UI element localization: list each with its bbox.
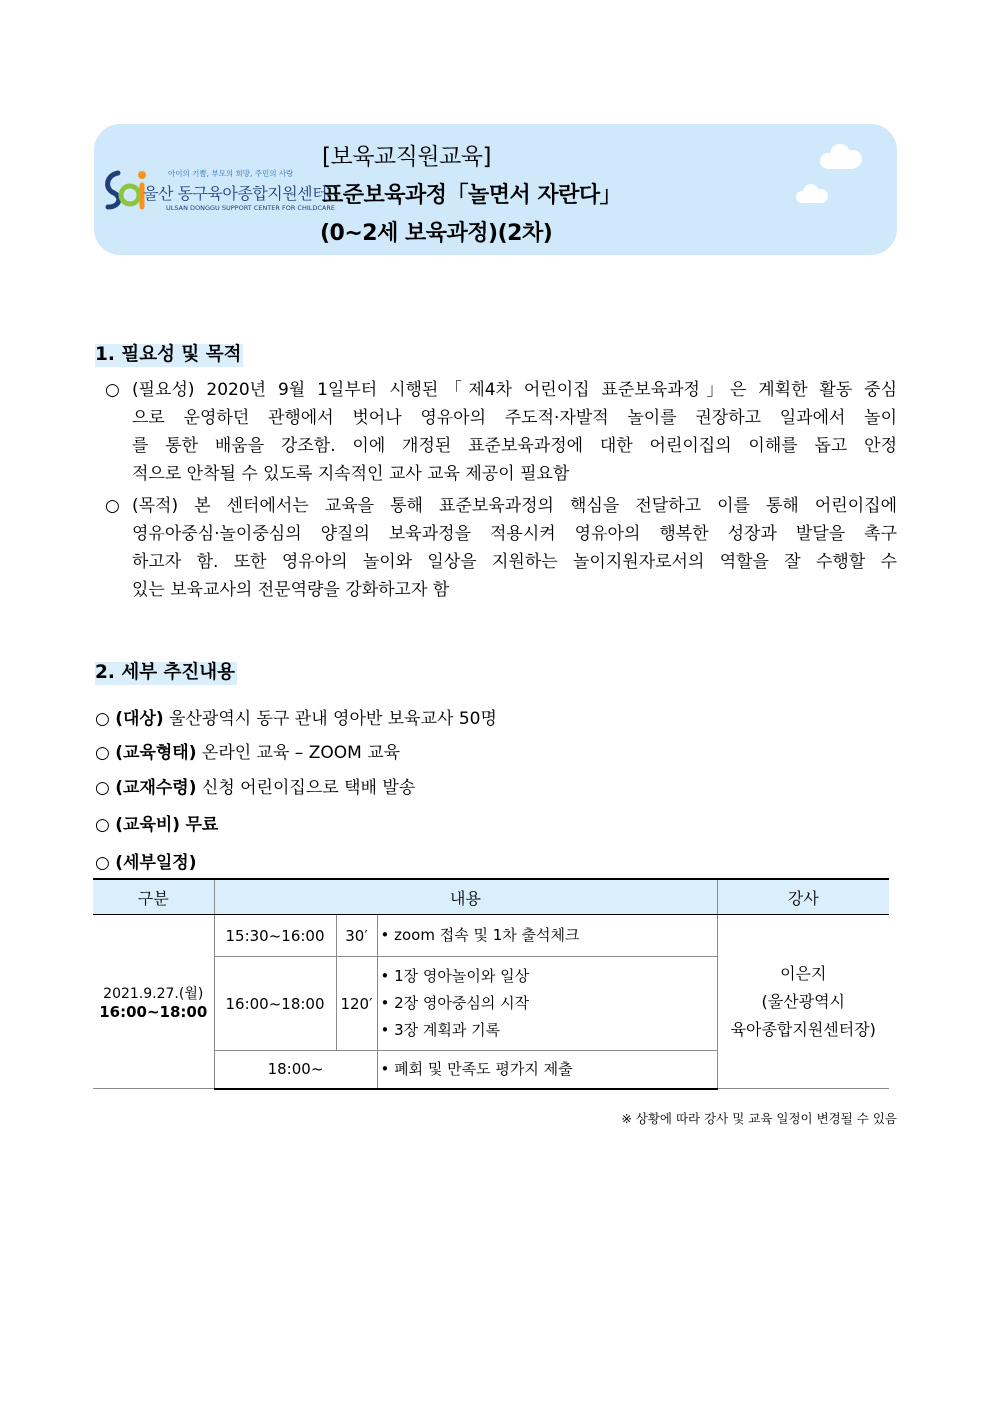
row-time: 15:30~16:00 [214, 915, 336, 957]
circle-bullet-icon: ○ [95, 853, 110, 873]
row-duration: 30′ [336, 915, 377, 957]
detail-fee: ○ (교육비) 무료 [95, 815, 219, 835]
section-2-heading: 2. 세부 추진내용 [95, 662, 236, 683]
title-category: [보육교직원교육] [322, 144, 491, 170]
row-content: • zoom 접속 및 1차 출석체크 [377, 915, 717, 957]
purpose-item-need: ○ (필요성) 2020년 9월 1일부터 시행된「제4차 어린이집 표준보육과정」은 계획한 활동 중심 으로 운영하던 관행에서 벗어나 영유아의 주도적·자발적 놀이를 권장하고 일과에서 놀이 를 통한 배움을 강조함. 이에 개정된 표준보육과정에 대한 어린이집의 이해를 돕고 안정 적으로 안착될 수 있도록 지속적인 교사 교육 제공이 필요함 [105, 376, 897, 488]
detail-schedule: ○ (세부일정) [95, 853, 197, 873]
logo-english-name: ULSAN DONGGU SUPPORT CENTER FOR CHILDCARE [166, 204, 335, 212]
row-content: • 1장 영아놀이와 일상 • 2장 영아중심의 시작 • 3장 계획과 기록 [377, 957, 717, 1051]
cloud-icon [792, 182, 832, 206]
cloud-icon [814, 142, 868, 172]
detail-target: ○ (대상) 울산광역시 동구 관내 영아반 보육교사 50명 [95, 709, 497, 729]
purpose-item-goal: ○ (목적) 본 센터에서는 교육을 통해 표준보육과정의 핵심을 전달하고 이를 통해 어린이집에 영유아중심·놀이중심의 양질의 보육과정을 적용시켜 영유아의 행복한 성장과 발달을 촉구 하고자 함. 또한 영유아의 놀이와 일상을 지원하는 놀이지원자로서의 역할을 잘 수행할 수 있는 보육교사의 전문역량을 강화하고자 함 [105, 492, 897, 604]
circle-bullet-icon: ○ [95, 709, 110, 729]
table-header-content: 내용 [214, 879, 717, 915]
table-row [93, 915, 889, 957]
table-header-instructor: 강사 [717, 879, 889, 915]
detail-format: ○ (교육형태) 온라인 교육 – ZOOM 교육 [95, 743, 401, 763]
row-content: • 폐회 및 만족도 평가지 제출 [377, 1051, 717, 1089]
table-header-category: 구분 [93, 879, 214, 915]
row-duration: 120′ [336, 957, 377, 1051]
logo-name: 울산 동구육아종합지원센터 [143, 184, 328, 203]
schedule-table [93, 878, 889, 1090]
session-date: 2021.9.27.(월) [103, 985, 204, 1002]
page-title: 표준보육과정「놀면서 자란다」 [322, 183, 622, 208]
row-time: 16:00~18:00 [214, 957, 336, 1051]
instructor-cell: 이은지 (울산광역시 육아종합지원센터장) [717, 915, 889, 1089]
circle-bullet-icon: ○ [95, 815, 110, 835]
detail-materials: ○ (교재수령) 신청 어린이집으로 택배 발송 [95, 778, 416, 798]
circle-bullet-icon: ○ [105, 380, 120, 400]
logo-tagline: 아이의 기쁨, 부모의 희망, 주민의 사랑 [168, 169, 294, 178]
schedule-change-note: ※ 상황에 따라 강사 및 교육 일정이 변경될 수 있음 [621, 1111, 897, 1126]
circle-bullet-icon: ○ [95, 743, 110, 763]
page-subtitle: (0~2세 보육과정)(2차) [320, 221, 553, 246]
instructor-name: 이은지 [780, 963, 827, 983]
circle-bullet-icon: ○ [95, 778, 110, 798]
session-date-cell [93, 915, 214, 1089]
section-1-heading: 1. 필요성 및 목적 [95, 344, 242, 365]
row-time: 18:00~ [214, 1051, 377, 1089]
circle-bullet-icon: ○ [105, 496, 120, 516]
session-time: 16:00~18:00 [99, 1002, 208, 1021]
